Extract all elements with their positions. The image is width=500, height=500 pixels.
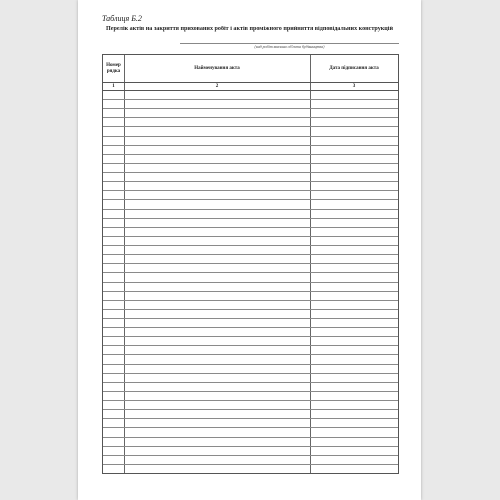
- table-row-divider: [103, 117, 398, 118]
- table-row-divider: [103, 245, 398, 246]
- table-row-divider: [103, 154, 398, 155]
- table-row-divider: [103, 391, 398, 392]
- document-title: Перелік актів на закриття прихованих робіт і актів проміжного прийняття відповідальних конструкцій: [106, 26, 393, 32]
- document-page: [78, 0, 421, 500]
- table-row-divider: [103, 136, 398, 137]
- table-row-divider: [103, 126, 398, 127]
- column-header-act-name: Найменування акта: [194, 65, 240, 71]
- column-number-3: 3: [352, 83, 356, 89]
- table-row-divider: [103, 318, 398, 319]
- table-row-divider: [103, 354, 398, 355]
- number-row-divider: [103, 90, 398, 91]
- column-number-1: 1: [112, 83, 115, 89]
- table-row-divider: [103, 300, 398, 301]
- table-row-divider: [103, 163, 398, 164]
- table-row-divider: [103, 99, 398, 100]
- table-row-divider: [103, 282, 398, 283]
- table-row-divider: [103, 382, 398, 383]
- table-row-divider: [103, 172, 398, 173]
- table-row-divider: [103, 263, 398, 264]
- caption-text: (вид робіт вказана об'єкта будівництва): [254, 44, 325, 49]
- table-row-divider: [103, 190, 398, 191]
- table-row-divider: [103, 400, 398, 401]
- table-row-divider: [103, 418, 398, 419]
- column-header-signing-date: Дата підписання акта: [329, 65, 379, 71]
- table-row-divider: [103, 364, 398, 365]
- header-divider: [103, 82, 398, 83]
- table-row-divider: [103, 254, 398, 255]
- table-row-divider: [103, 272, 398, 273]
- column-number-2: 2: [215, 83, 219, 89]
- table-row-divider: [103, 199, 398, 200]
- table-row-divider: [103, 227, 398, 228]
- table-row-divider: [103, 455, 398, 456]
- table-row-divider: [103, 209, 398, 210]
- table-row-divider: [103, 327, 398, 328]
- table-row-divider: [103, 409, 398, 410]
- table-row-divider: [103, 464, 398, 465]
- table-row-divider: [103, 218, 398, 219]
- acts-table: [102, 54, 399, 474]
- table-row-divider: [103, 108, 398, 109]
- table-row-divider: [103, 427, 398, 428]
- table-row-divider: [103, 291, 398, 292]
- table-row-divider: [103, 181, 398, 182]
- table-row-divider: [103, 446, 398, 447]
- table-row-divider: [103, 309, 398, 310]
- table-label: Таблиця Б.2: [102, 14, 142, 23]
- table-row-divider: [103, 345, 398, 346]
- table-row-divider: [103, 373, 398, 374]
- table-row-divider: [103, 236, 398, 237]
- table-row-divider: [103, 145, 398, 146]
- column-header-row-number: Номер рядка: [106, 62, 121, 74]
- table-row-divider: [103, 437, 398, 438]
- table-row-divider: [103, 336, 398, 337]
